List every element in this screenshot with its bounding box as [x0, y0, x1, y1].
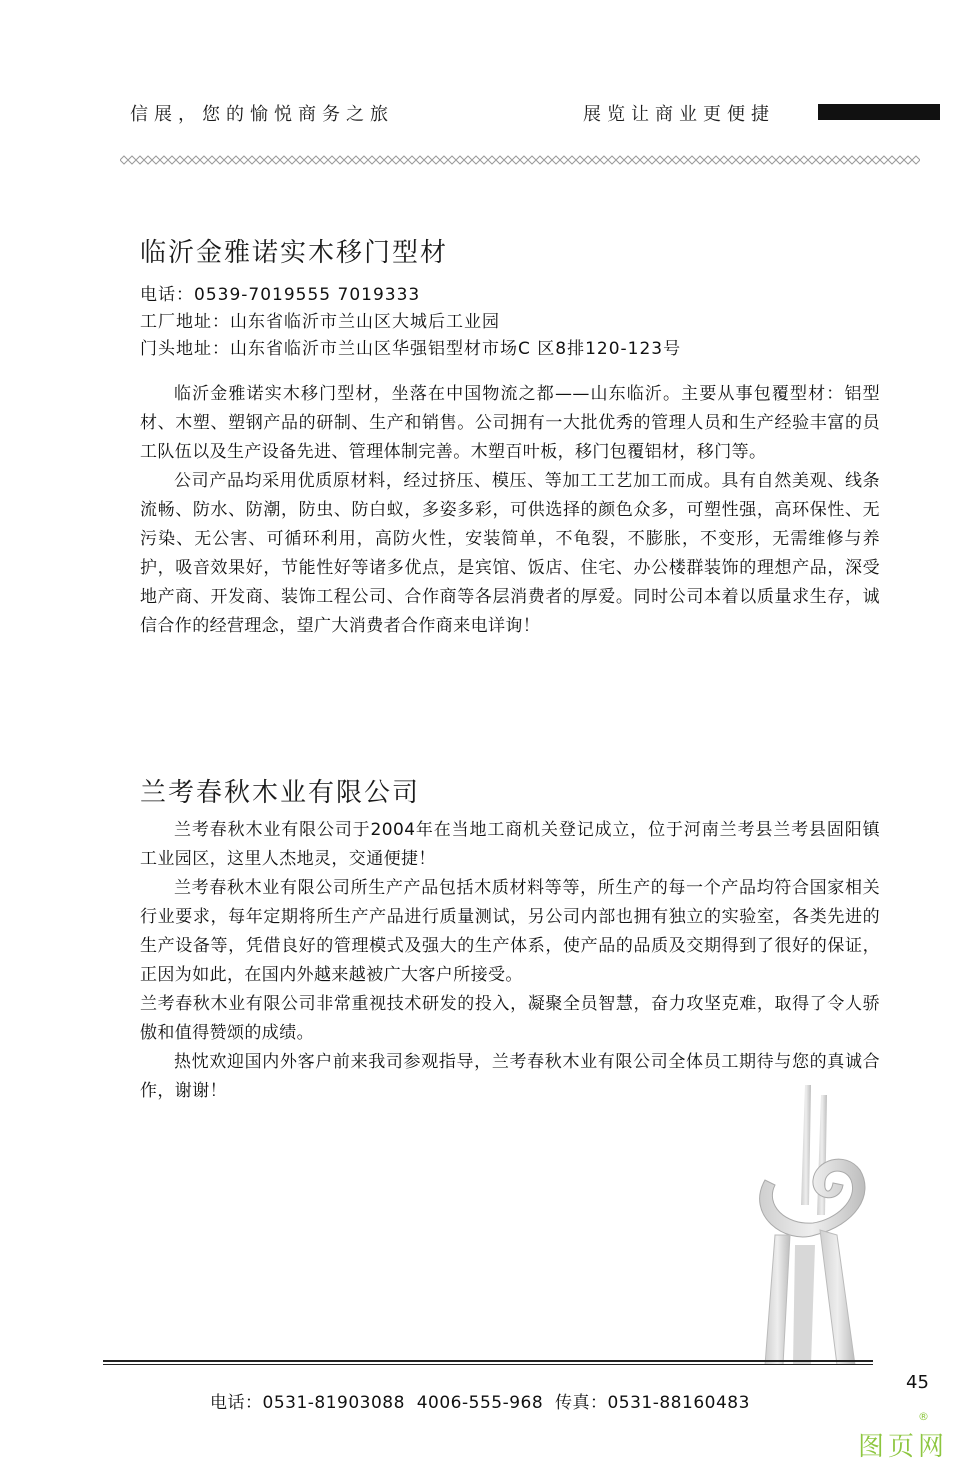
section2-body [140, 816, 880, 1106]
watermark-registered-mark: ® [918, 1410, 929, 1423]
section2-paragraph: 热忱欢迎国内外客户前来我司参观指导，兰考春秋木业有限公司全体员工期待与您的真诚合作，谢谢！ [140, 1052, 880, 1101]
section2-title: 兰考春秋木业有限公司 [140, 778, 421, 808]
section1-factory-address: 工厂地址：山东省临沂市兰山区大城后工业园 [140, 312, 500, 332]
footer-contact: 电话：0531-81903088 4006-555-968 传真：0531-88160483 [210, 1393, 750, 1413]
quancheng-sculpture-graphic [745, 1085, 880, 1365]
header-black-bar [818, 104, 940, 120]
header-slogan-right: 展览让商业更便捷 [583, 104, 775, 125]
watermark-logo: 图页网 [858, 1432, 949, 1462]
section1-title: 临沂金雅诺实木移门型材 [140, 238, 449, 268]
section1-paragraph: 公司产品均采用优质原材料，经过挤压、模压、等加工工艺加工而成。具有自然美观、线条流畅、防水、防潮，防虫、防白蚁，多姿多彩，可供选择的颜色众多，可塑性强，高环保性、无污染、无公害、可循环利用，高防火性，安装简单，不龟裂，不膨胀，不变形，无需维修与养护，吸音效果好，节能性好等诸多优点，是宾馆、饭店、住宅、办公楼群装饰的理想产品，深受地产商、开发商、装饰工程公司、合作商等各层消费者的厚爱。同时公司本着以质量求生存，诚信合作的经营理念，望广大消费者合作商来电详询！ [140, 471, 880, 636]
page-number: 45 [906, 1372, 929, 1393]
footer-rule-thick [103, 1360, 873, 1362]
section1-body [140, 380, 880, 641]
section1-shop-address: 门头地址：山东省临沂市兰山区华强铝型材市场C 区8排120-123号 [140, 339, 682, 359]
header-slogan-left: 信展，您的愉悦商务之旅 [130, 104, 394, 125]
decorative-zigzag-divider [120, 154, 920, 166]
section2-paragraph: 兰考春秋木业有限公司非常重视技术研发的投入，凝聚全员智慧，奋力攻坚克难，取得了令人骄傲和值得赞颂的成绩。 [140, 994, 880, 1043]
section2-paragraph: 兰考春秋木业有限公司于2004年在当地工商机关登记成立，位于河南兰考县兰考县固阳镇工业园区，这里人杰地灵，交通便捷！ [140, 820, 880, 869]
section1-phone: 电话：0539-7019555 7019333 [140, 285, 421, 305]
footer-rule-thin [103, 1364, 873, 1365]
section2-paragraph: 兰考春秋木业有限公司所生产产品包括木质材料等等，所生产的每一个产品均符合国家相关行业要求，每年定期将所生产产品进行质量测试，另公司内部也拥有独立的实验室，各类先进的生产设备等，凭借良好的管理模式及强大的生产体系，使产品的品质及交期得到了很好的保证，正因为如此，在国内外越来越被广大客户所接受。 [140, 878, 880, 985]
section1-paragraph: 临沂金雅诺实木移门型材，坐落在中国物流之都——山东临沂。主要从事包覆型材：铝型材、木塑、塑钢产品的研制、生产和销售。公司拥有一大批优秀的管理人员和生产经验丰富的员工队伍以及生产设备先进、管理体制完善。木塑百叶板，移门包覆铝材，移门等。 [140, 384, 880, 462]
